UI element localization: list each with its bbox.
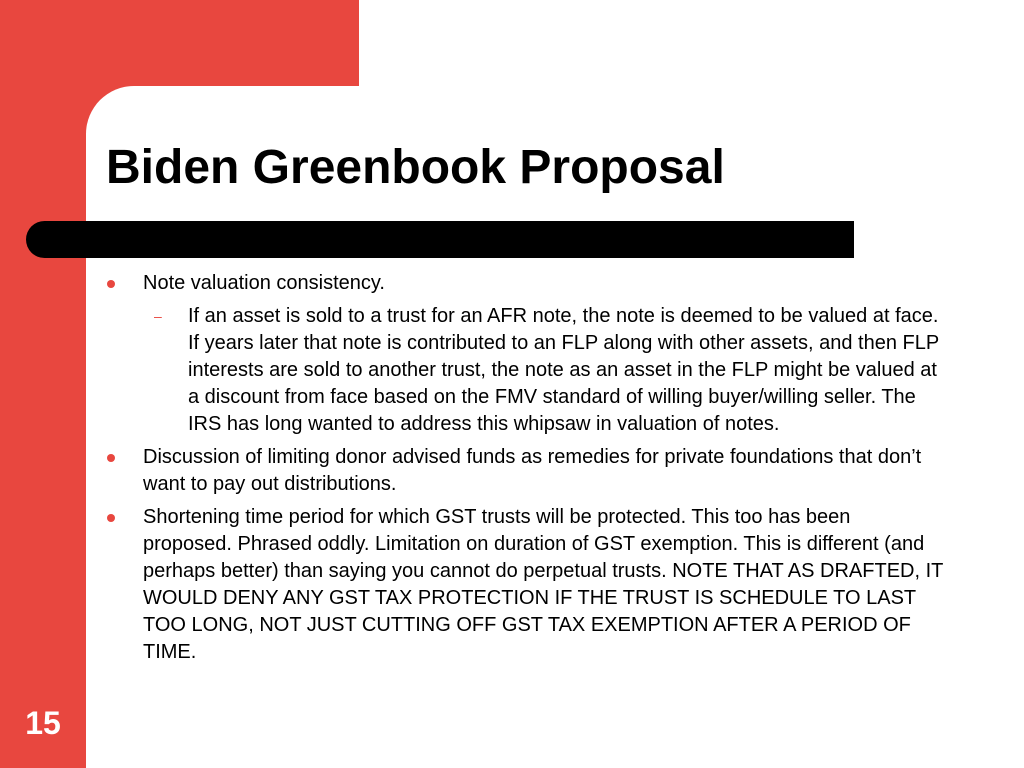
slide-title: Biden Greenbook Proposal	[106, 141, 725, 194]
sub-bullet-text: If an asset is sold to a trust for an AFR note, the note is deemed to be valued at face. If years later that note is contributed to an FLP along with other assets, and then FLP interests are sold to another trust, the note as an asset in the FLP might be valued at a discount from face based on the FMV standard of willing buyer/willing seller. The IRS has long wanted to address this whipsaw in valuation of notes.	[188, 305, 939, 435]
bullet-dot-icon	[107, 280, 115, 288]
title-underline-bar	[26, 221, 854, 258]
dash-icon: –	[154, 308, 162, 324]
sub-bullet-item	[104, 303, 944, 438]
slide-body	[104, 270, 944, 672]
bullet-text: Note valuation consistency.	[143, 272, 385, 294]
page-number: 15	[25, 705, 61, 741]
bullet-item	[104, 444, 944, 498]
bullet-dot-icon	[107, 514, 115, 522]
bullet-item	[104, 504, 944, 666]
bullet-text: Discussion of limiting donor advised funds as remedies for private foundations that don’t want to pay out distributions.	[143, 446, 922, 495]
bullet-text: Shortening time period for which GST trusts will be protected. This too has been proposed. Phrased oddly. Limitation on duration of GST exemption. This is different (and perhaps better) than saying you cannot do perpetual trusts. NOTE THAT AS DRAFTED, IT WOULD DENY ANY GST TAX PROTECTION IF THE TRUST IS SCHEDULE TO LAST TOO LONG, NOT JUST CUTTING OFF GST TAX EXEMPTION AFTER A PERIOD OF TIME.	[143, 506, 943, 663]
bullet-item	[104, 270, 944, 297]
bullet-dot-icon	[107, 454, 115, 462]
